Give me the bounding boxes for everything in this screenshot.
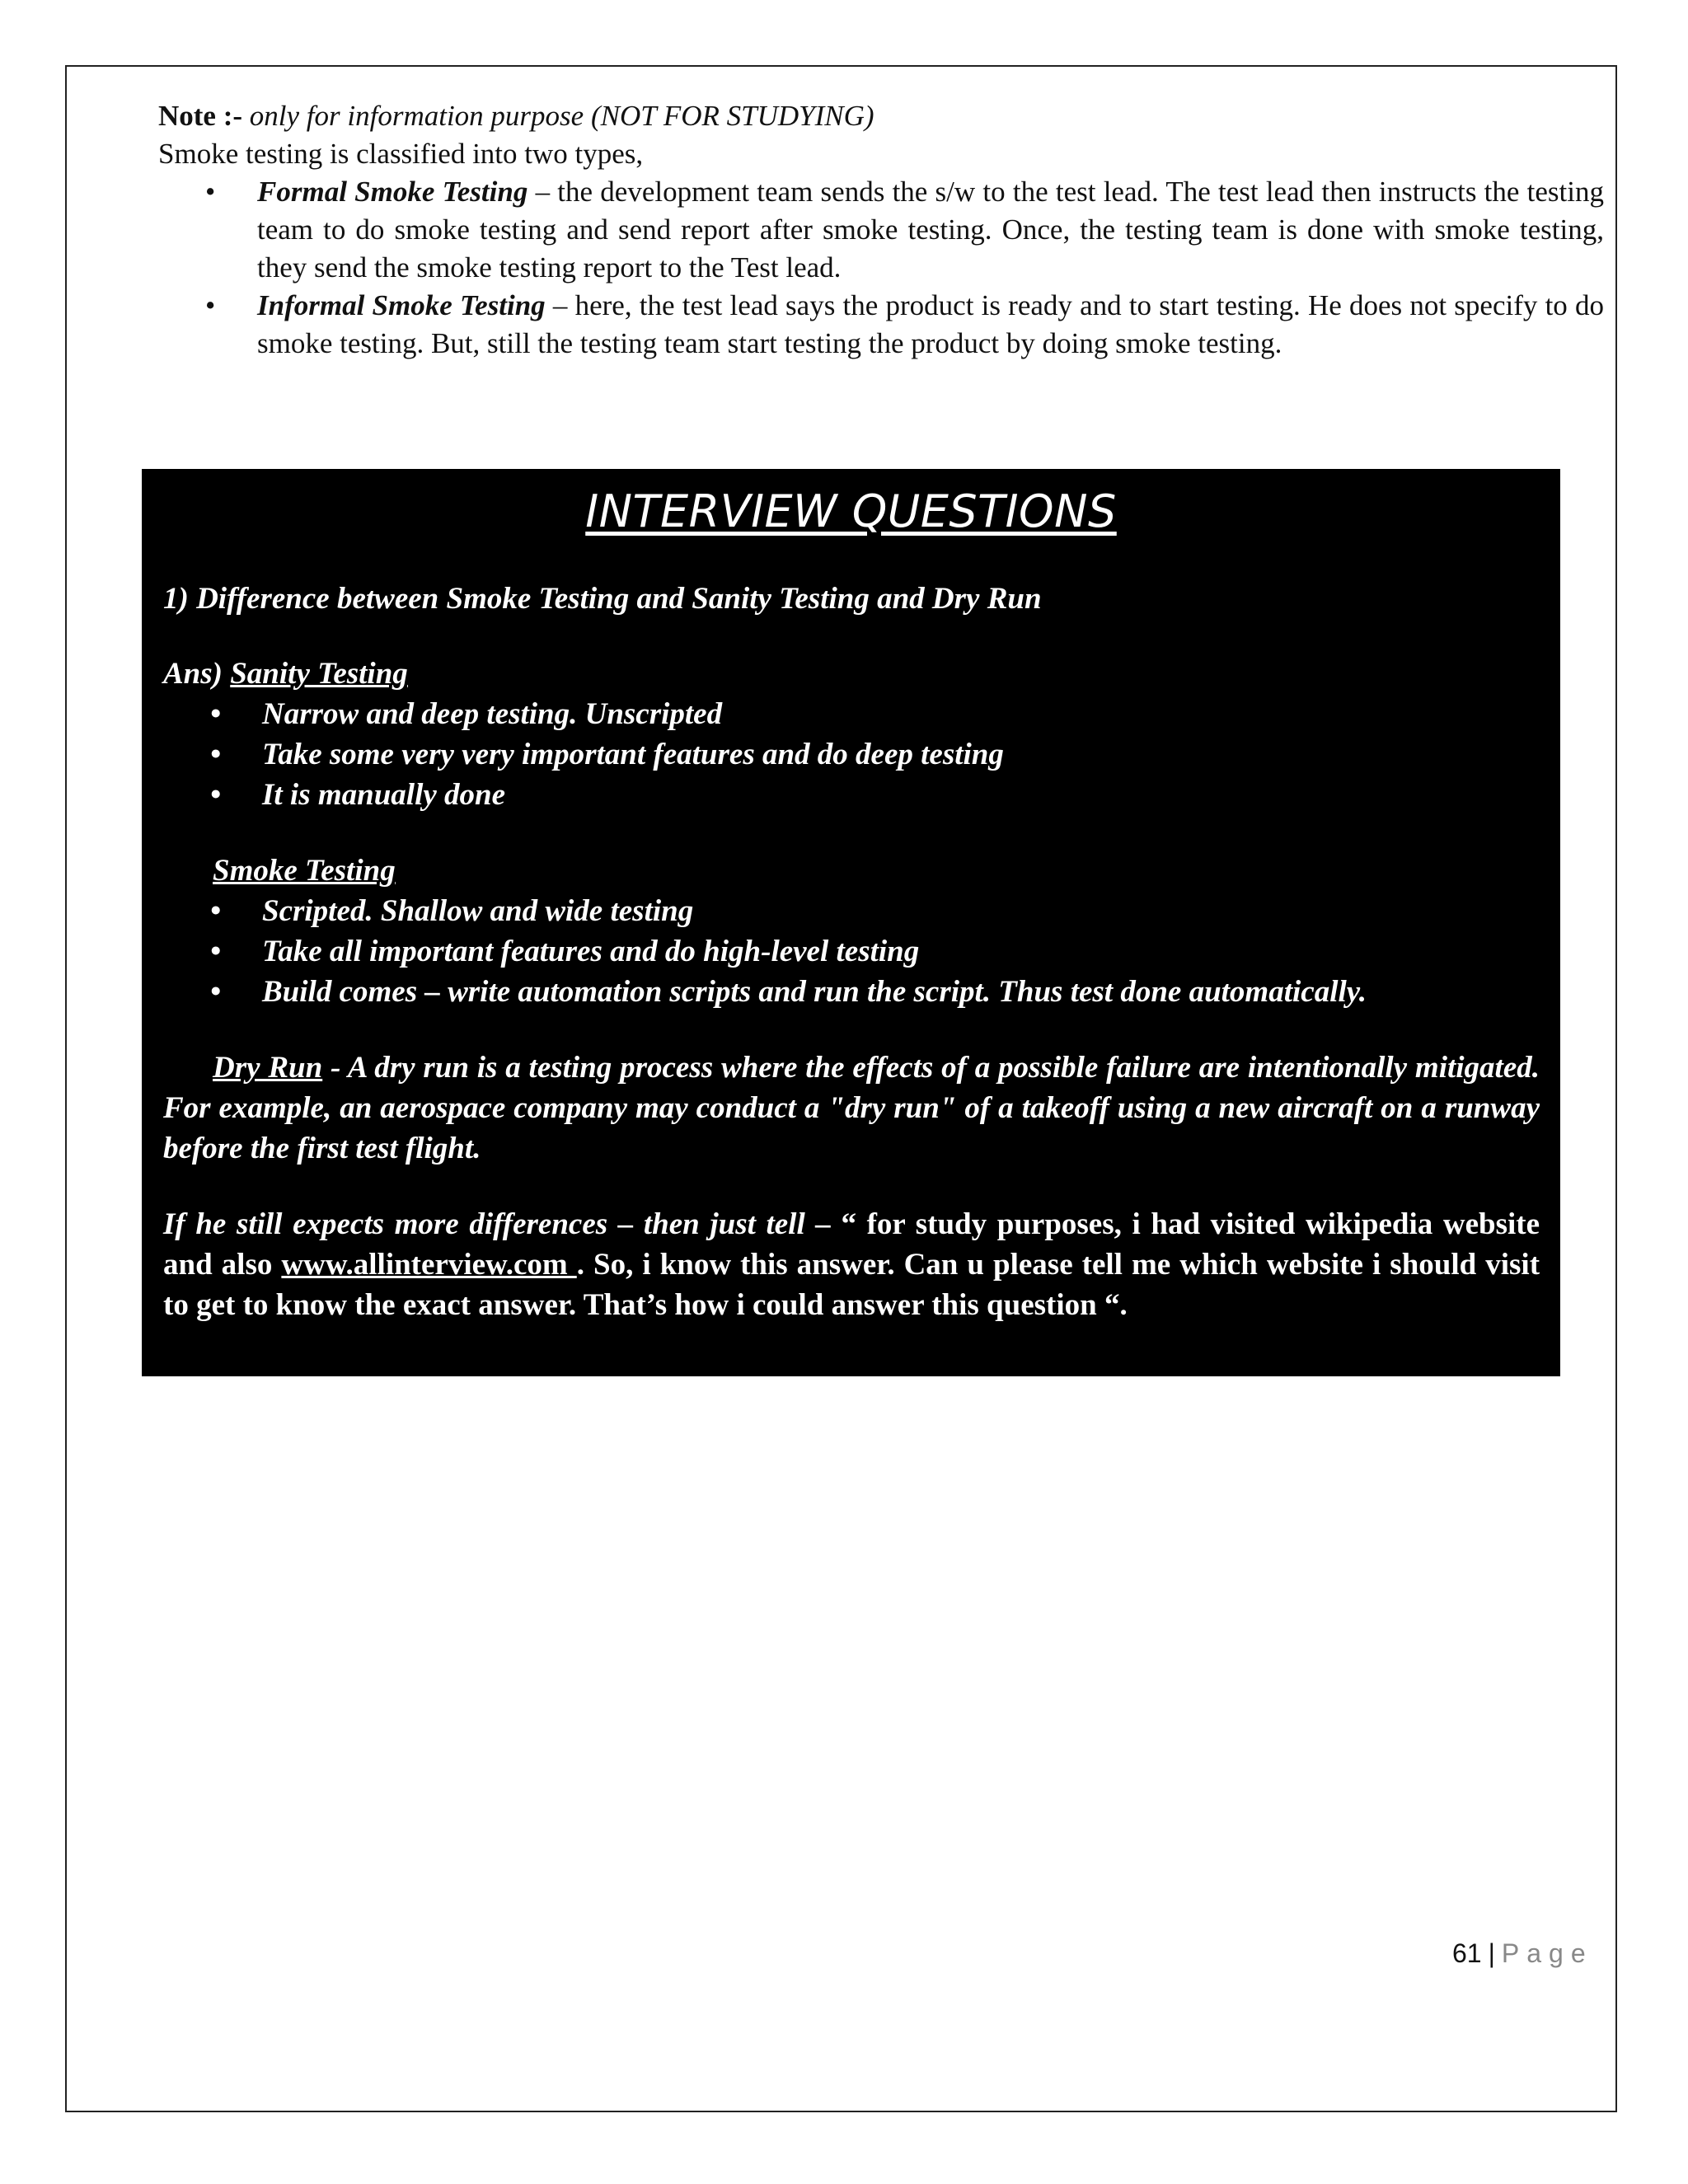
bullet-icon: •	[205, 176, 216, 208]
note-label: Note :-	[158, 100, 243, 132]
list-item-desc: – the development team sends the s/w to the test lead. The test lead then instructs the testing team to do smoke testing and send report after smoke testing. Once, the testing team is done with smoke testing, they send the smoke testing report to the Test lead.	[257, 176, 1605, 284]
list-item-term: Informal Smoke Testing	[257, 289, 546, 321]
closing-paragraph	[163, 1204, 1540, 1325]
list-item-text: Scripted. Shallow and wide testing	[262, 894, 694, 928]
list-item-desc: – here, the test lead says the product is ready and to start testing. He does not specify to do smoke testing. But, still the testing team start testing the product by doing smoke testing.	[257, 289, 1605, 359]
interview-body	[163, 579, 1540, 1325]
list-item	[158, 173, 1604, 287]
list-item-text: Build comes – write automation scripts and run the script. Thus test done automatically.	[262, 975, 1367, 1009]
page-footer	[1452, 1938, 1593, 1969]
dry-run-heading: Dry Run	[213, 1051, 323, 1085]
note-line	[158, 97, 1604, 135]
smoke-heading: Smoke Testing	[213, 854, 396, 888]
interview-questions-box	[142, 469, 1560, 1376]
bullet-icon: •	[205, 289, 216, 321]
footer-separator: |	[1488, 1938, 1495, 1968]
question-text: 1) Difference between Smoke Testing and Sanity Testing and Dry Run	[163, 582, 1042, 616]
bullet-icon: •	[210, 778, 221, 812]
list-item	[163, 931, 1540, 972]
list-item	[163, 891, 1540, 931]
allinterview-link[interactable]: www.allinterview.com	[281, 1248, 577, 1282]
note-intro: Smoke testing is classified into two types,	[158, 138, 644, 170]
page-label: Page	[1501, 1938, 1593, 1968]
closing-quote-start: “ for study purposes, i had visited wikipedia website and also	[163, 1207, 1540, 1282]
list-item	[163, 694, 1540, 734]
page-number: 61	[1452, 1938, 1482, 1968]
note-section	[158, 97, 1604, 363]
note-text: only for information purpose (NOT FOR STUDYING)	[249, 100, 874, 132]
dry-run-text: - A dry run is a testing process where the effects of a possible failure are intentionally mitigated. For example, an aerospace company may conduct a "dry run" of a takeoff using a new aircraft on a runway before the first test flight.	[163, 1051, 1540, 1165]
bullet-icon: •	[210, 894, 221, 928]
bullet-icon: •	[210, 935, 221, 968]
list-item-text: It is manually done	[262, 778, 506, 812]
list-item-term: Formal Smoke Testing	[257, 176, 528, 208]
list-item-text: Take some very very important features and do deep testing	[262, 738, 1004, 771]
bullet-icon: •	[210, 975, 221, 1009]
list-item	[163, 972, 1540, 1012]
dry-run-paragraph	[163, 1047, 1540, 1169]
closing-lead: If he still expects more differences – then just tell –	[163, 1207, 831, 1241]
closing-quote-end: . So, i know this answer. Can u please tell me which website i should visit to get to know the exact answer. That’s how i could answer this question “.	[163, 1248, 1540, 1322]
answer-prefix: Ans)	[163, 657, 223, 691]
smoke-types-list	[158, 173, 1604, 363]
smoke-list	[163, 891, 1540, 1012]
list-item	[158, 287, 1604, 363]
smoke-heading-line	[163, 851, 1540, 891]
answer-sanity-heading-line	[163, 654, 1540, 694]
bullet-icon: •	[210, 738, 221, 771]
list-item	[163, 775, 1540, 815]
bullet-icon: •	[210, 697, 221, 731]
sanity-list	[163, 694, 1540, 815]
list-item	[163, 734, 1540, 775]
list-item-text: Narrow and deep testing. Unscripted	[262, 697, 723, 731]
list-item-text: Take all important features and do high-level testing	[262, 935, 920, 968]
interview-title: INTERVIEW QUESTIONS	[585, 485, 1117, 537]
sanity-heading: Sanity Testing	[230, 657, 408, 691]
